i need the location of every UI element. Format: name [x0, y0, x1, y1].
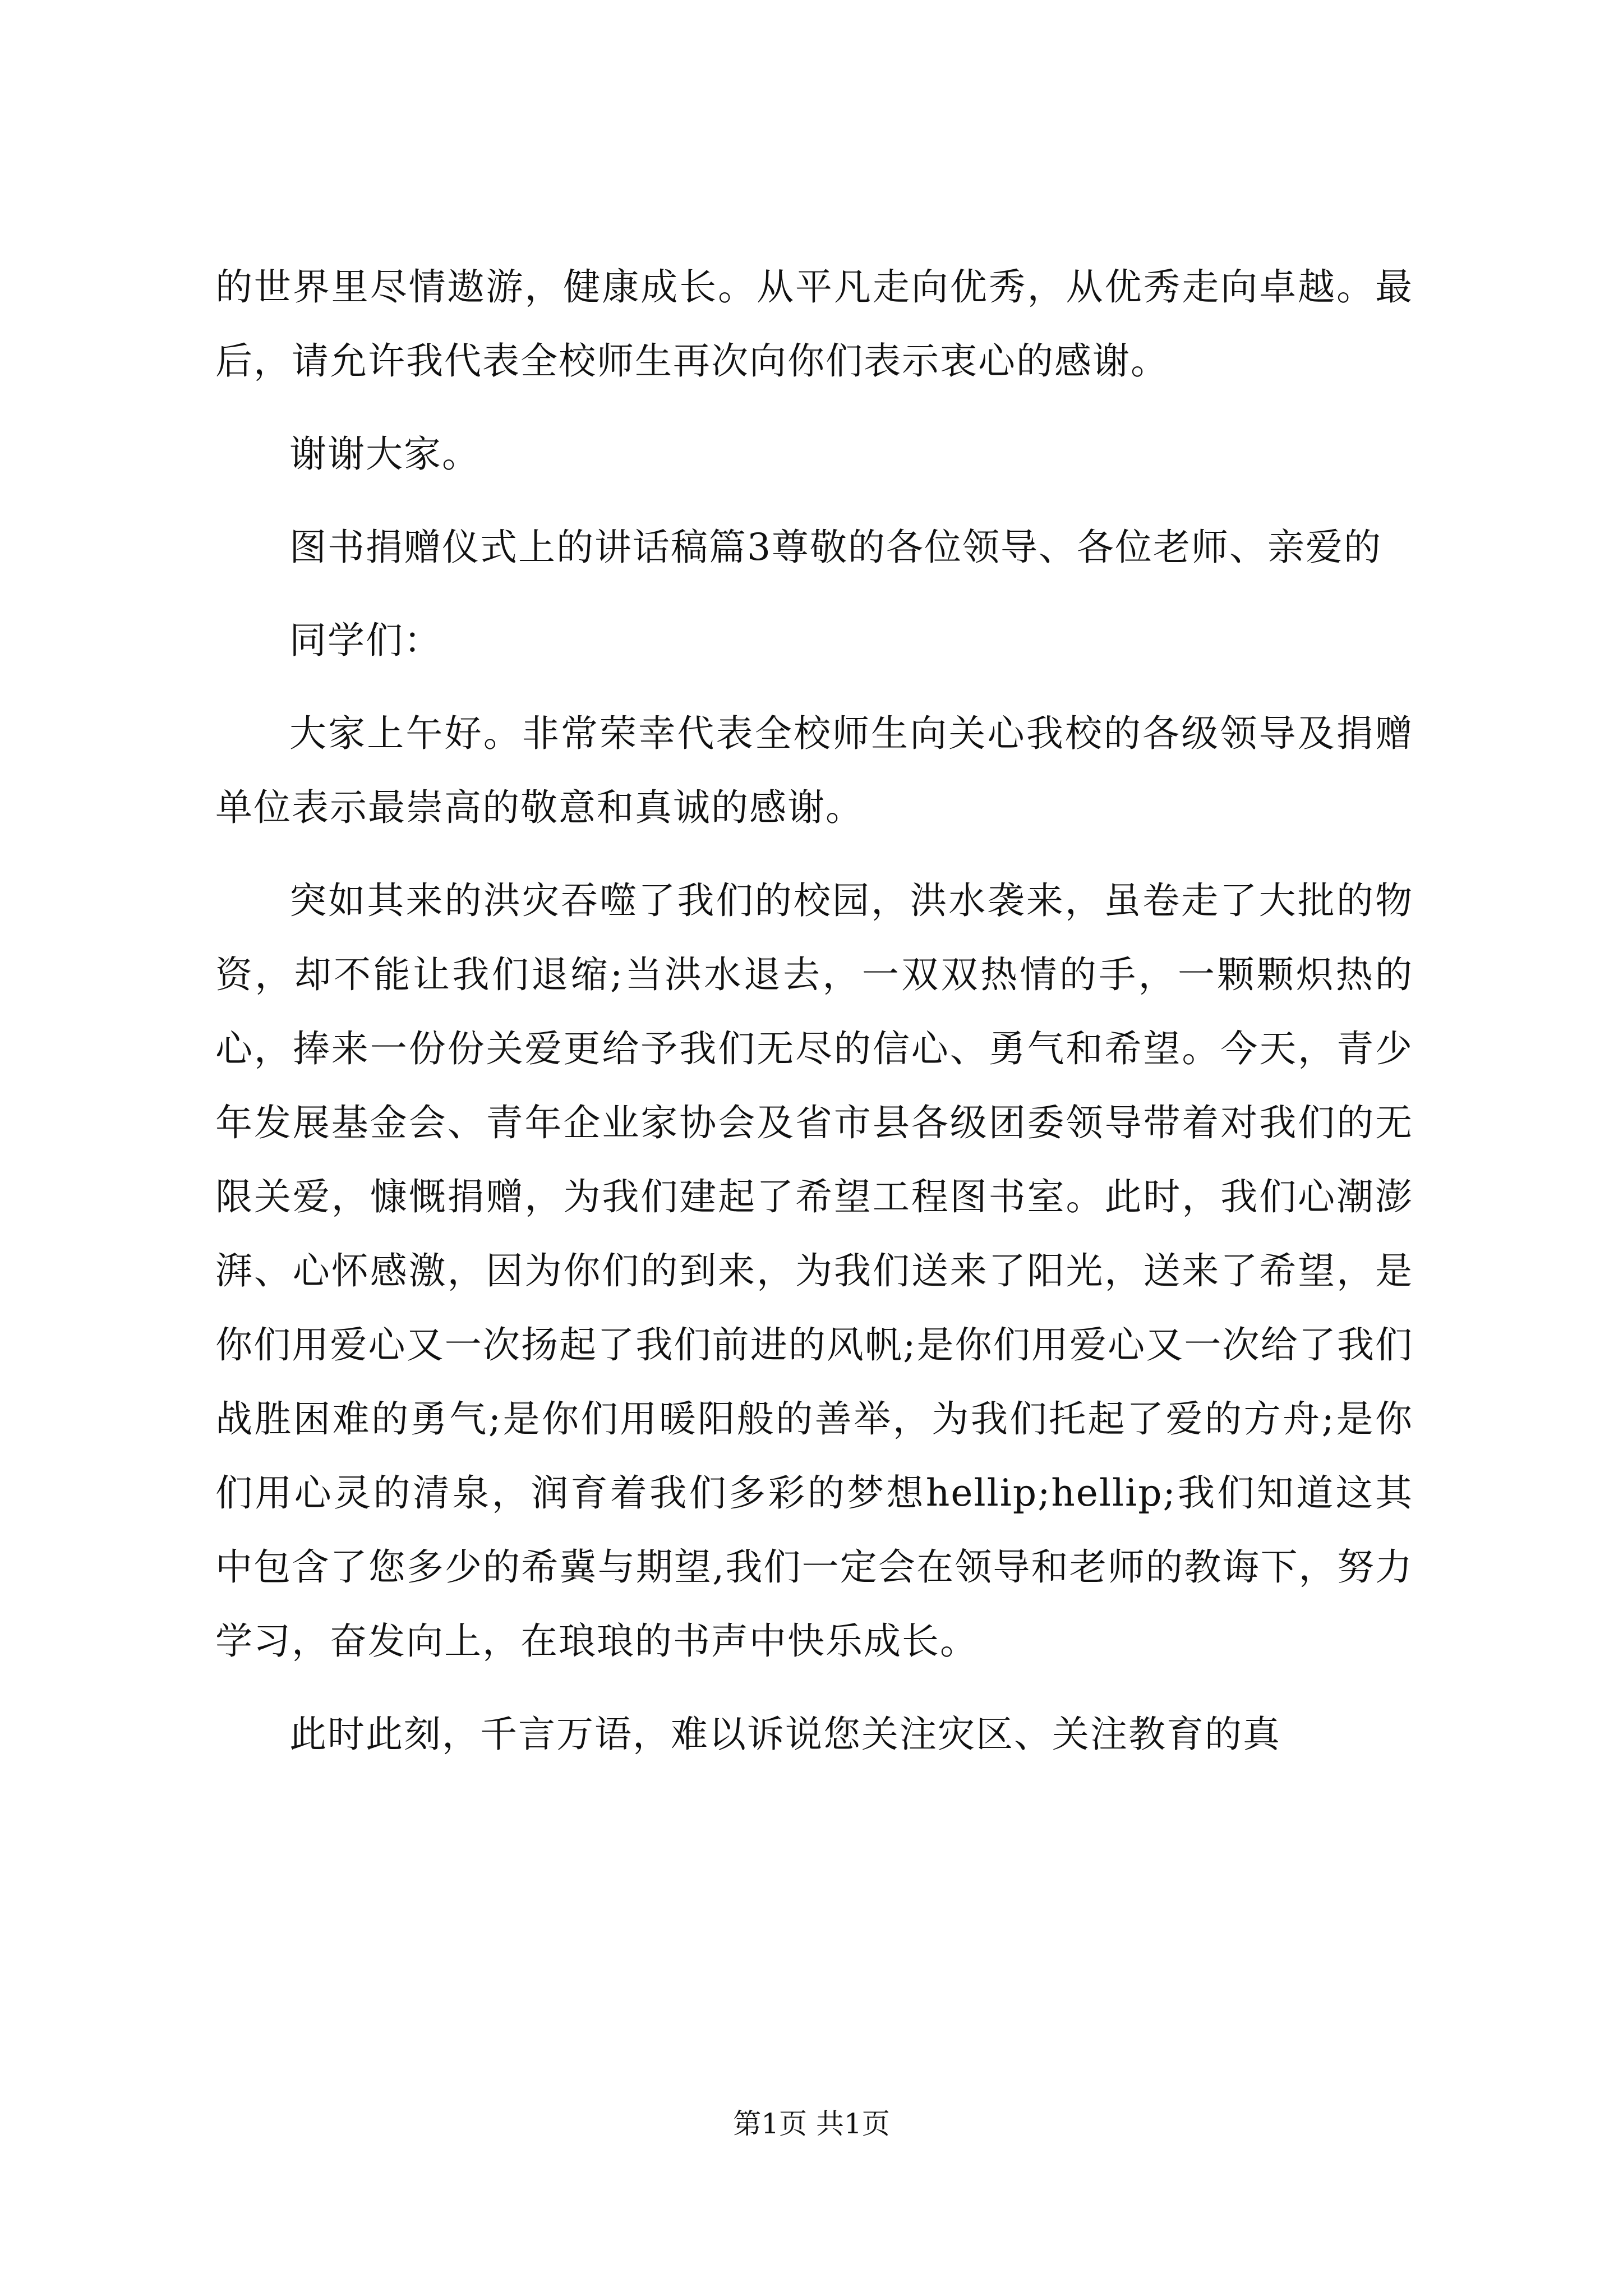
document-body [215, 250, 1413, 1791]
paragraph-speech-heading: 图书捐赠仪式上的讲话稿篇3尊敬的各位领导、各位老师、亲爱的 [289, 526, 1382, 569]
paragraph-thanks: 谢谢大家。 [289, 432, 480, 476]
paragraph-greeting: 大家上午好。非常荣幸代表全校师生向关心我校的各级领导及捐赠单位表示最崇高的敬意和真诚的感谢。 [215, 712, 1413, 829]
paragraph-salutation: 同学们： [289, 619, 442, 662]
page-footer [0, 2107, 1623, 2141]
paragraph-closing: 此时此刻，千言万语，难以诉说您关注灾区、关注教育的真 [289, 1713, 1281, 1756]
page-number-label: 第1页 共1页 [733, 2108, 890, 2140]
paragraph-continuation: 的世界里尽情遨游，健康成长。从平凡走向优秀，从优秀走向卓越。最后，请允许我代表全校师生再次向你们表示衷心的感谢。 [215, 265, 1413, 383]
paragraph-main: 突如其来的洪灾吞噬了我们的校园，洪水袭来，虽卷走了大批的物资，却不能让我们退缩;当洪水退去，一双双热情的手，一颗颗炽热的心，捧来一份份关爱更给予我们无尽的信心、勇气和希望。今天，青少年发展基金会、青年企业家协会及省市县各级团委领导带着对我们的无限关爱，慷慨捐赠，为我们建起了希望工程图书室。此时，我们心潮澎湃、心怀感激，因为你们的到来，为我们送来了阳光，送来了希望，是你们用爱心又一次扬起了我们前进的风帆;是你们用爱心又一次给了我们战胜困难的勇气;是你们用暖阳般的善举，为我们托起了爱的方舟;是你们用心灵的清泉，润育着我们多彩的梦想hellip;hellip;我们知道这其中包含了您多少的希冀与期望,我们一定会在领导和老师的教诲下，努力学习，奋发向上，在琅琅的书声中快乐成长。 [215, 879, 1413, 1663]
